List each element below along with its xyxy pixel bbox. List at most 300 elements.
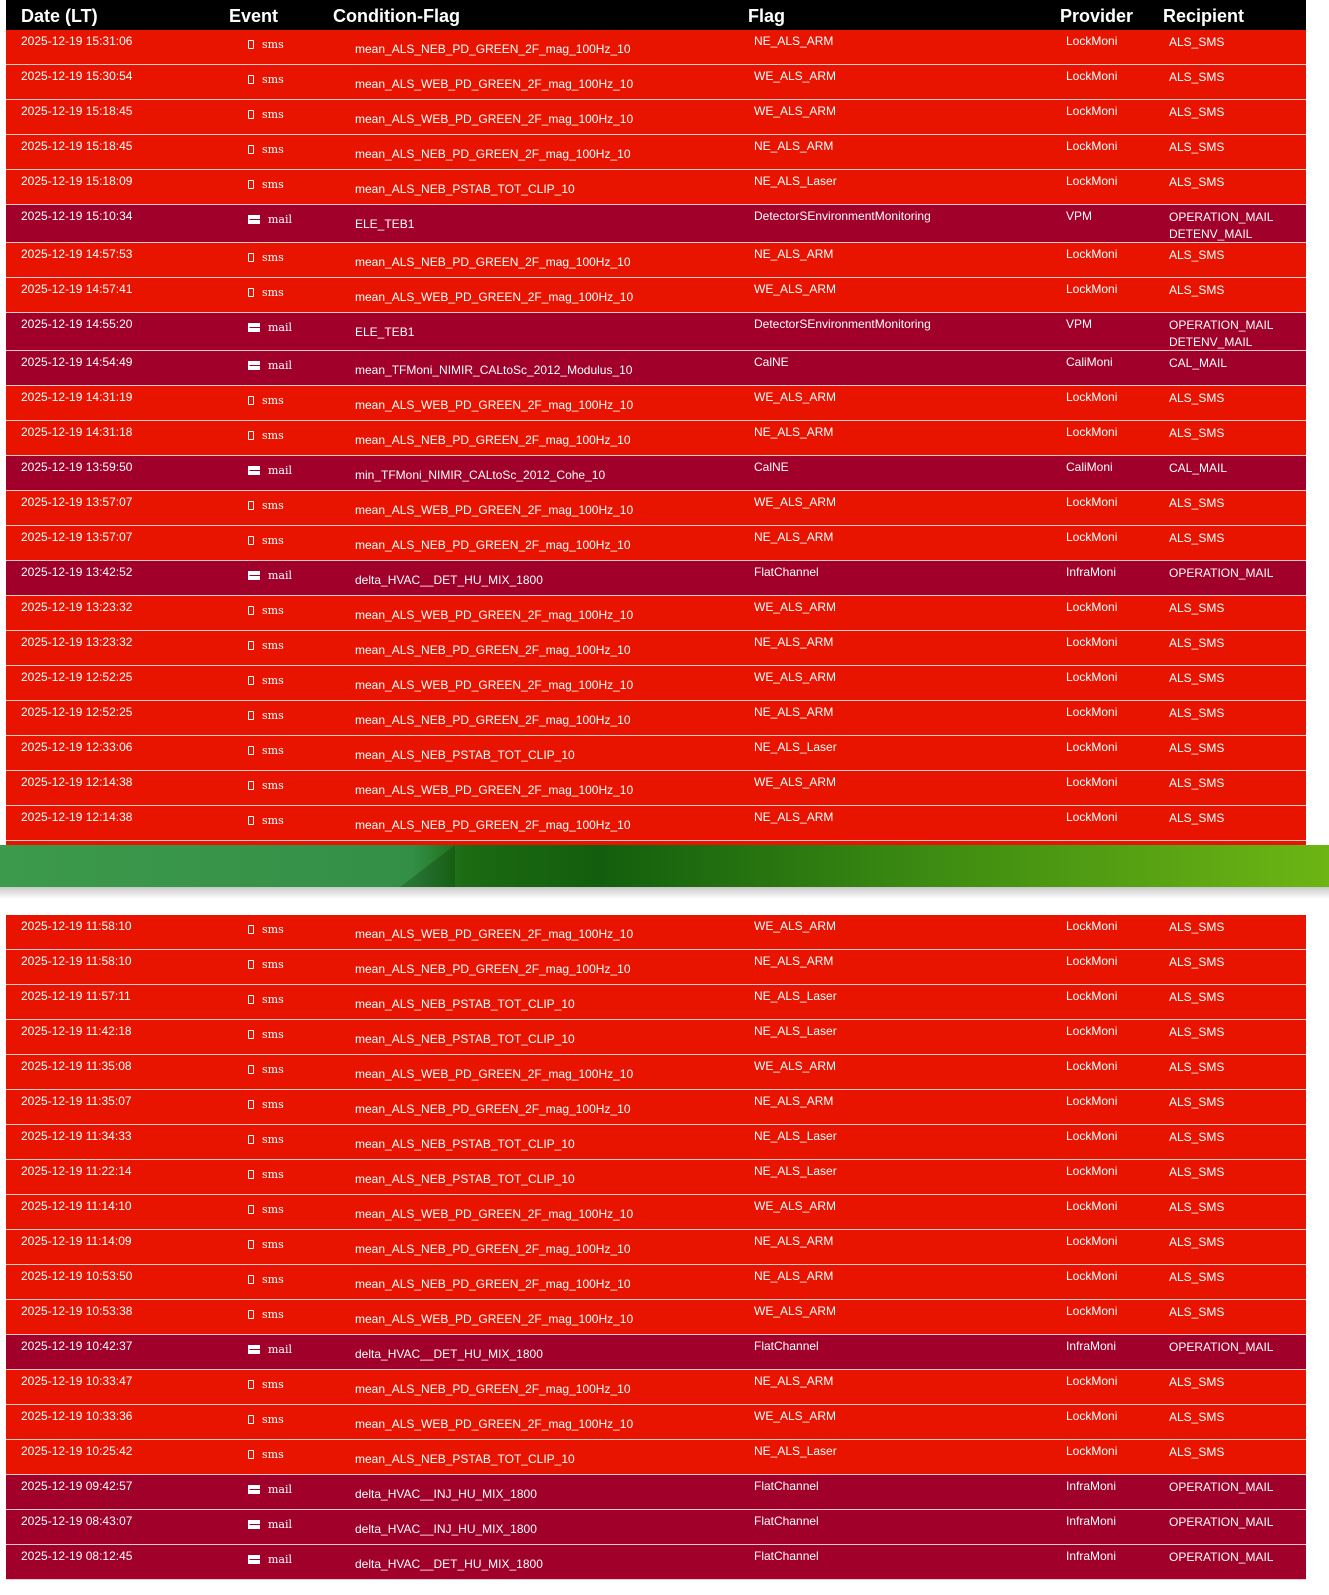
recipient-primary: OPERATION_MAIL — [1169, 1340, 1274, 1354]
event-label: sms — [262, 709, 284, 722]
table-row[interactable] — [6, 915, 1306, 950]
event-label: sms — [262, 286, 284, 299]
event-label: sms — [262, 923, 284, 936]
table-row[interactable] — [6, 135, 1306, 170]
cell-flag: WE_ALS_ARM — [754, 775, 837, 789]
cell-provider: LockMoni — [1066, 1269, 1118, 1283]
cell-recipient — [1169, 1409, 1224, 1426]
recipient-primary: ALS_SMS — [1169, 105, 1225, 119]
cell-flag: WE_ALS_ARM — [754, 600, 837, 614]
table-row[interactable] — [6, 278, 1306, 313]
cell-date: 2025-12-19 11:58:10 — [21, 919, 132, 933]
cell-provider: LockMoni — [1066, 670, 1118, 684]
cell-recipient — [1169, 1024, 1224, 1041]
cell-recipient — [1169, 670, 1224, 687]
cell-date: 2025-12-19 15:18:45 — [21, 104, 133, 118]
phone-icon — [248, 606, 254, 615]
event-label: mail — [268, 1553, 293, 1566]
cell-recipient — [1169, 34, 1224, 51]
event-label: sms — [262, 108, 284, 121]
event-label: sms — [262, 534, 284, 547]
table-row[interactable] — [6, 806, 1306, 841]
cell-event — [248, 1308, 284, 1321]
cell-recipient — [1169, 530, 1224, 547]
event-label: sms — [262, 143, 284, 156]
phone-icon — [248, 1030, 254, 1039]
cell-flag: NE_ALS_Laser — [754, 740, 837, 754]
cell-condition: mean_ALS_NEB_PSTAB_TOT_CLIP_10 — [355, 1172, 575, 1186]
cell-recipient — [1169, 1304, 1224, 1321]
cell-condition: mean_ALS_NEB_PD_GREEN_2F_mag_100Hz_10 — [355, 1242, 631, 1256]
cell-event — [248, 1203, 284, 1216]
phone-icon — [248, 960, 254, 969]
mail-icon — [248, 1555, 260, 1564]
cell-condition: mean_ALS_WEB_PD_GREEN_2F_mag_100Hz_10 — [355, 783, 634, 797]
cell-flag: WE_ALS_ARM — [754, 670, 837, 684]
phone-icon — [248, 1380, 254, 1389]
cell-provider: LockMoni — [1066, 1164, 1118, 1178]
cell-provider: LockMoni — [1066, 1304, 1118, 1318]
cell-event — [248, 286, 284, 299]
cell-event — [248, 143, 284, 156]
cell-flag: WE_ALS_ARM — [754, 282, 837, 296]
table-row[interactable] — [6, 771, 1306, 806]
cell-condition: mean_TFMoni_NIMIR_CALtoSc_2012_Modulus_10 — [355, 363, 633, 377]
cell-provider: LockMoni — [1066, 1059, 1118, 1073]
cell-event — [248, 1098, 284, 1111]
table-row[interactable] — [6, 205, 1306, 243]
event-label: sms — [262, 814, 284, 827]
cell-flag: FlatChannel — [754, 1549, 819, 1563]
phone-icon — [248, 1310, 254, 1319]
recipient-secondary: DETENV_MAIL — [1169, 227, 1253, 241]
table-row[interactable] — [6, 1370, 1306, 1405]
cell-provider: LockMoni — [1066, 1129, 1118, 1143]
cell-recipient — [1169, 565, 1273, 582]
cell-event — [248, 1343, 292, 1356]
cell-condition: mean_ALS_NEB_PSTAB_TOT_CLIP_10 — [355, 748, 575, 762]
cell-provider: InfraMoni — [1066, 1339, 1117, 1353]
table-row[interactable] — [6, 1405, 1306, 1440]
cell-flag: NE_ALS_Laser — [754, 1129, 837, 1143]
cell-provider: LockMoni — [1066, 139, 1118, 153]
event-label: sms — [262, 604, 284, 617]
phone-icon — [248, 396, 254, 405]
table-row[interactable] — [6, 1160, 1306, 1195]
cell-provider: LockMoni — [1066, 495, 1118, 509]
cell-condition: mean_ALS_WEB_PD_GREEN_2F_mag_100Hz_10 — [355, 608, 634, 622]
cell-event — [248, 1483, 292, 1496]
recipient-primary: ALS_SMS — [1169, 531, 1225, 545]
phone-icon — [248, 431, 254, 440]
event-label: sms — [262, 1448, 284, 1461]
cell-date: 2025-12-19 14:31:19 — [21, 390, 133, 404]
cell-date: 2025-12-19 14:57:41 — [21, 282, 133, 296]
cell-date: 2025-12-19 11:14:10 — [21, 1199, 132, 1213]
cell-flag: NE_ALS_ARM — [754, 1374, 834, 1388]
cell-flag: FlatChannel — [754, 1514, 819, 1528]
event-label: sms — [262, 251, 284, 264]
table-row[interactable] — [6, 526, 1306, 561]
recipient-primary: ALS_SMS — [1169, 636, 1225, 650]
alert-table-top — [6, 0, 1306, 876]
phone-icon — [248, 253, 254, 262]
recipient-primary: ALS_SMS — [1169, 426, 1225, 440]
event-label: mail — [268, 1518, 293, 1531]
mail-icon — [248, 466, 260, 475]
event-label: mail — [268, 213, 293, 226]
cell-provider: InfraMoni — [1066, 1549, 1117, 1563]
phone-icon — [248, 1275, 254, 1284]
cell-recipient — [1169, 989, 1224, 1006]
table-row[interactable] — [6, 1195, 1306, 1230]
cell-recipient — [1169, 1094, 1224, 1111]
cell-event — [248, 1238, 284, 1251]
table-row[interactable] — [6, 1545, 1306, 1580]
cell-date: 2025-12-19 12:33:06 — [21, 740, 133, 754]
recipient-primary: ALS_SMS — [1169, 70, 1225, 84]
table-row[interactable] — [6, 351, 1306, 386]
cell-flag: NE_ALS_ARM — [754, 139, 834, 153]
table-row[interactable] — [6, 421, 1306, 456]
cell-condition: mean_ALS_NEB_PD_GREEN_2F_mag_100Hz_10 — [355, 713, 631, 727]
cell-date: 2025-12-19 12:14:38 — [21, 810, 133, 824]
cell-recipient — [1169, 1129, 1224, 1146]
cell-flag: DetectorSEnvironmentMonitoring — [754, 209, 931, 223]
table-row[interactable] — [6, 1510, 1306, 1545]
cell-event — [248, 73, 284, 86]
cell-recipient — [1169, 1059, 1224, 1076]
table-row[interactable] — [6, 30, 1306, 65]
cell-provider: LockMoni — [1066, 34, 1118, 48]
cell-recipient — [1169, 635, 1224, 652]
cell-recipient — [1169, 104, 1224, 121]
cell-recipient — [1169, 954, 1224, 971]
event-label: mail — [268, 569, 293, 582]
mail-icon — [248, 571, 260, 580]
cell-flag: WE_ALS_ARM — [754, 69, 837, 83]
event-label: sms — [262, 1203, 284, 1216]
table-row[interactable] — [6, 1020, 1306, 1055]
phone-icon — [248, 1415, 254, 1424]
cell-condition: delta_HVAC__INJ_HU_MIX_1800 — [355, 1487, 537, 1501]
cell-date: 2025-12-19 13:57:07 — [21, 530, 133, 544]
cell-condition: mean_ALS_NEB_PD_GREEN_2F_mag_100Hz_10 — [355, 643, 631, 657]
cell-recipient — [1169, 495, 1224, 512]
cell-date: 2025-12-19 10:42:37 — [21, 1339, 133, 1353]
table-row[interactable] — [6, 561, 1306, 596]
table-row[interactable] — [6, 1475, 1306, 1510]
alert-table-bottom — [6, 915, 1306, 1580]
cell-date: 2025-12-19 12:14:38 — [21, 775, 133, 789]
cell-flag: NE_ALS_ARM — [754, 1269, 834, 1283]
cell-provider: CaliMoni — [1066, 460, 1113, 474]
cell-provider: LockMoni — [1066, 1234, 1118, 1248]
cell-event — [248, 1063, 284, 1076]
cell-condition: mean_ALS_NEB_PD_GREEN_2F_mag_100Hz_10 — [355, 962, 631, 976]
phone-icon — [248, 1065, 254, 1074]
table-row[interactable] — [6, 456, 1306, 491]
header-event[interactable]: Event — [229, 6, 279, 26]
event-label: sms — [262, 958, 284, 971]
table-row[interactable] — [6, 243, 1306, 278]
cell-flag: WE_ALS_ARM — [754, 919, 837, 933]
phone-icon — [248, 501, 254, 510]
cell-event — [248, 744, 284, 757]
table-row[interactable] — [6, 1055, 1306, 1090]
table-row[interactable] — [6, 1090, 1306, 1125]
phone-icon — [248, 145, 254, 154]
recipient-primary: ALS_SMS — [1169, 175, 1225, 189]
cell-date: 2025-12-19 12:52:25 — [21, 705, 133, 719]
table-body-bottom — [6, 915, 1306, 1580]
cell-event — [248, 394, 284, 407]
header-condition[interactable]: Condition-Flag — [333, 6, 460, 26]
table-row[interactable] — [6, 701, 1306, 736]
cell-condition: delta_HVAC__DET_HU_MIX_1800 — [355, 573, 543, 587]
cell-condition: mean_ALS_WEB_PD_GREEN_2F_mag_100Hz_10 — [355, 1207, 634, 1221]
cell-event — [248, 359, 292, 372]
cell-recipient — [1169, 1514, 1273, 1531]
event-label: sms — [262, 993, 284, 1006]
cell-condition: mean_ALS_NEB_PD_GREEN_2F_mag_100Hz_10 — [355, 1382, 631, 1396]
cell-event — [248, 709, 284, 722]
recipient-primary: CAL_MAIL — [1169, 356, 1228, 370]
cell-event — [248, 499, 284, 512]
cell-event — [248, 38, 284, 51]
cell-event — [248, 1133, 284, 1146]
recipient-primary: ALS_SMS — [1169, 248, 1225, 262]
recipient-primary: ALS_SMS — [1169, 1305, 1225, 1319]
cell-condition: mean_ALS_WEB_PD_GREEN_2F_mag_100Hz_10 — [355, 398, 634, 412]
cell-flag: WE_ALS_ARM — [754, 1304, 837, 1318]
phone-icon — [248, 40, 254, 49]
cell-provider: LockMoni — [1066, 247, 1118, 261]
banner-shadow — [0, 887, 1329, 899]
cell-recipient — [1169, 1164, 1224, 1181]
cell-condition: mean_ALS_NEB_PD_GREEN_2F_mag_100Hz_10 — [355, 255, 631, 269]
phone-icon — [248, 1170, 254, 1179]
table-row[interactable] — [6, 313, 1306, 351]
cell-flag: FlatChannel — [754, 1479, 819, 1493]
recipient-primary: ALS_SMS — [1169, 1200, 1225, 1214]
cell-provider: LockMoni — [1066, 1199, 1118, 1213]
event-label: mail — [268, 321, 293, 334]
mail-icon — [248, 1520, 260, 1529]
cell-flag: NE_ALS_ARM — [754, 1094, 834, 1108]
recipient-primary: ALS_SMS — [1169, 1165, 1225, 1179]
event-label: sms — [262, 1378, 284, 1391]
cell-date: 2025-12-19 11:22:14 — [21, 1164, 132, 1178]
cell-flag: NE_ALS_ARM — [754, 530, 834, 544]
recipient-primary: ALS_SMS — [1169, 1060, 1225, 1074]
event-label: sms — [262, 394, 284, 407]
cell-provider: LockMoni — [1066, 282, 1118, 296]
cell-event — [248, 1378, 284, 1391]
recipient-primary: ALS_SMS — [1169, 1270, 1225, 1284]
cell-provider: LockMoni — [1066, 1024, 1118, 1038]
event-label: sms — [262, 1133, 284, 1146]
cell-condition: mean_ALS_NEB_PD_GREEN_2F_mag_100Hz_10 — [355, 1277, 631, 1291]
phone-icon — [248, 816, 254, 825]
cell-date: 2025-12-19 08:43:07 — [21, 1514, 133, 1528]
header-flag[interactable]: Flag — [748, 6, 786, 26]
table-row[interactable] — [6, 1440, 1306, 1475]
table-row[interactable] — [6, 65, 1306, 100]
event-label: sms — [262, 674, 284, 687]
header-provider[interactable]: Provider — [1060, 6, 1134, 26]
cell-provider: LockMoni — [1066, 425, 1118, 439]
phone-icon — [248, 1205, 254, 1214]
table-row[interactable] — [6, 666, 1306, 701]
cell-condition: mean_ALS_WEB_PD_GREEN_2F_mag_100Hz_10 — [355, 112, 634, 126]
cell-event — [248, 1553, 292, 1566]
recipient-primary: OPERATION_MAIL — [1169, 1480, 1274, 1494]
recipient-primary: OPERATION_MAIL — [1169, 318, 1274, 332]
cell-event — [248, 779, 284, 792]
event-label: sms — [262, 1028, 284, 1041]
cell-condition: mean_ALS_WEB_PD_GREEN_2F_mag_100Hz_10 — [355, 503, 634, 517]
cell-provider: LockMoni — [1066, 174, 1118, 188]
cell-provider: LockMoni — [1066, 1444, 1118, 1458]
header-recipient[interactable]: Recipient — [1163, 6, 1245, 26]
cell-recipient — [1169, 209, 1273, 243]
table-row[interactable] — [6, 631, 1306, 666]
cell-condition: mean_ALS_NEB_PSTAB_TOT_CLIP_10 — [355, 1452, 575, 1466]
cell-date: 2025-12-19 12:52:25 — [21, 670, 133, 684]
cell-event — [248, 958, 284, 971]
cell-event — [248, 814, 284, 827]
cell-date: 2025-12-19 11:35:08 — [21, 1059, 132, 1073]
cell-recipient — [1169, 1234, 1224, 1251]
cell-recipient — [1169, 460, 1227, 477]
recipient-primary: OPERATION_MAIL — [1169, 566, 1274, 580]
cell-date: 2025-12-19 08:12:45 — [21, 1549, 133, 1563]
cell-date: 2025-12-19 15:18:09 — [21, 174, 133, 188]
recipient-primary: OPERATION_MAIL — [1169, 1550, 1274, 1564]
cell-provider: InfraMoni — [1066, 1514, 1117, 1528]
header-date[interactable]: Date (LT) — [21, 6, 98, 26]
table-row[interactable] — [6, 491, 1306, 526]
cell-date: 2025-12-19 11:57:11 — [21, 989, 131, 1003]
table-row[interactable] — [6, 950, 1306, 985]
table-row[interactable] — [6, 1230, 1306, 1265]
cell-flag: NE_ALS_Laser — [754, 1164, 837, 1178]
cell-flag: NE_ALS_ARM — [754, 705, 834, 719]
cell-date: 2025-12-19 13:42:52 — [21, 565, 133, 579]
table-row[interactable] — [6, 985, 1306, 1020]
recipient-primary: ALS_SMS — [1169, 811, 1225, 825]
event-label: sms — [262, 639, 284, 652]
cell-condition: mean_ALS_NEB_PD_GREEN_2F_mag_100Hz_10 — [355, 42, 631, 56]
table-row[interactable] — [6, 1265, 1306, 1300]
recipient-primary: ALS_SMS — [1169, 1025, 1225, 1039]
cell-date: 2025-12-19 10:25:42 — [21, 1444, 133, 1458]
event-label: sms — [262, 1308, 284, 1321]
cell-date: 2025-12-19 11:34:33 — [21, 1129, 132, 1143]
cell-flag: NE_ALS_ARM — [754, 954, 834, 968]
table-row[interactable] — [6, 170, 1306, 205]
cell-event — [248, 1028, 284, 1041]
mail-icon — [248, 361, 260, 370]
phone-icon — [248, 925, 254, 934]
event-label: mail — [268, 464, 293, 477]
cell-recipient — [1169, 705, 1224, 722]
cell-provider: LockMoni — [1066, 390, 1118, 404]
recipient-secondary: DETENV_MAIL — [1169, 335, 1253, 349]
cell-recipient — [1169, 390, 1224, 407]
cell-event — [248, 178, 284, 191]
event-label: sms — [262, 1098, 284, 1111]
recipient-primary: ALS_SMS — [1169, 990, 1225, 1004]
cell-flag: WE_ALS_ARM — [754, 390, 837, 404]
phone-icon — [248, 1450, 254, 1459]
cell-date: 2025-12-19 10:53:38 — [21, 1304, 133, 1318]
table-row[interactable] — [6, 1300, 1306, 1335]
cell-provider: LockMoni — [1066, 989, 1118, 1003]
table-header — [6, 0, 1306, 30]
cell-event — [248, 108, 284, 121]
recipient-primary: ALS_SMS — [1169, 496, 1225, 510]
cell-event — [248, 569, 292, 582]
cell-recipient — [1169, 1549, 1273, 1566]
cell-date: 2025-12-19 13:23:32 — [21, 635, 133, 649]
table-row[interactable] — [6, 1335, 1306, 1370]
cell-date: 2025-12-19 15:31:06 — [21, 34, 133, 48]
cell-recipient — [1169, 139, 1224, 156]
cell-condition: mean_ALS_WEB_PD_GREEN_2F_mag_100Hz_10 — [355, 1417, 634, 1431]
table-row[interactable] — [6, 736, 1306, 771]
cell-date: 2025-12-19 11:35:07 — [21, 1094, 132, 1108]
cell-condition: ELE_TEB1 — [355, 217, 415, 231]
cell-provider: LockMoni — [1066, 919, 1118, 933]
cell-condition: mean_ALS_NEB_PD_GREEN_2F_mag_100Hz_10 — [355, 538, 631, 552]
event-label: sms — [262, 1168, 284, 1181]
cell-date: 2025-12-19 14:54:49 — [21, 355, 133, 369]
cell-provider: LockMoni — [1066, 1094, 1118, 1108]
cell-provider: InfraMoni — [1066, 1479, 1117, 1493]
cell-provider: VPM — [1066, 209, 1093, 223]
recipient-primary: ALS_SMS — [1169, 140, 1225, 154]
table-row[interactable] — [6, 1125, 1306, 1160]
cell-event — [248, 534, 284, 547]
cell-date: 2025-12-19 15:10:34 — [21, 209, 133, 223]
table-row[interactable] — [6, 100, 1306, 135]
cell-flag: NE_ALS_Laser — [754, 174, 837, 188]
phone-icon — [248, 995, 254, 1004]
cell-event — [248, 1273, 284, 1286]
cell-event — [248, 993, 284, 1006]
cell-condition: mean_ALS_WEB_PD_GREEN_2F_mag_100Hz_10 — [355, 290, 634, 304]
cell-event — [248, 1448, 284, 1461]
recipient-primary: ALS_SMS — [1169, 776, 1225, 790]
cell-provider: LockMoni — [1066, 104, 1118, 118]
table-row[interactable] — [6, 386, 1306, 421]
cell-date: 2025-12-19 10:33:36 — [21, 1409, 133, 1423]
recipient-primary: ALS_SMS — [1169, 1095, 1225, 1109]
cell-flag: WE_ALS_ARM — [754, 1409, 837, 1423]
cell-provider: LockMoni — [1066, 635, 1118, 649]
cell-provider: LockMoni — [1066, 775, 1118, 789]
cell-flag: FlatChannel — [754, 1339, 819, 1353]
recipient-primary: ALS_SMS — [1169, 283, 1225, 297]
cell-recipient — [1169, 600, 1224, 617]
cell-recipient — [1169, 740, 1224, 757]
cell-recipient — [1169, 1374, 1224, 1391]
table-row[interactable] — [6, 596, 1306, 631]
recipient-primary: CAL_MAIL — [1169, 461, 1228, 475]
cell-recipient — [1169, 1339, 1273, 1356]
